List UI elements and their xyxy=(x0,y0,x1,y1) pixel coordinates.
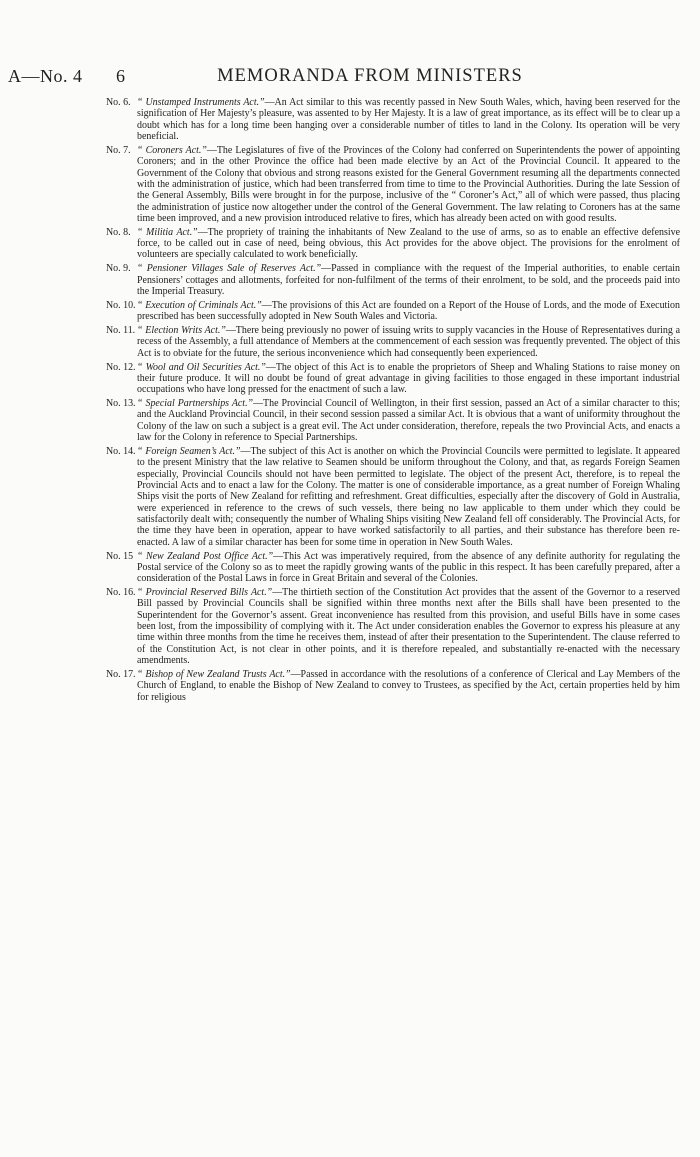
act-item-12 xyxy=(106,362,680,396)
document-reference: A—No. 4 xyxy=(8,66,83,86)
item-number: No. 7. xyxy=(106,144,131,156)
act-name: “ Execution of Criminals Act.” xyxy=(137,299,262,311)
act-name: “ Provincial Reserved Bills Act.” xyxy=(137,587,273,599)
act-name: “ Foreign Seamen’s Act.” xyxy=(137,445,241,457)
item-text: —Passed in accordance with the resolutions of a conference of Clerical and Lay Members of the Church of England, to enable the Bishop of New Zealand to convey to Trustees, as specified by the Act, certain properties held by him for religious xyxy=(137,669,680,703)
page-header xyxy=(8,66,692,90)
item-text: —The propriety of training the inhabitants of New Zealand to the use of arms, so as to enable an effective defensive force, to be called out in case of need, being obvious, this Act provides for the above object. The provisions for the enrolment of volunteers are specially calculated to work beneficially. xyxy=(137,226,680,261)
act-name: “ New Zealand Post Office Act.” xyxy=(137,550,274,562)
act-item-13 xyxy=(106,398,680,443)
item-text: —The Legislatures of five of the Provinces of the Colony had conferred on Superintendents the power of appointing Coroners; and in the other Province the office had been made elective by an Act of the Provincial Council. It appeared to the Government of the Colony that obvious and strong reasons existed for the General Government resuming all the departments connected with the administration of justice, which had been transferred from time to time to the Provincial Authorities. During the late Session of the General Assembly, Bills were brought in for the purpose, inclusive of the “ Coroner’s Act,” all of which were passed, thus placing the administration of justice now altogether under the control of the General Government. The law relating to Coroners has at the same time been improved, and a new provision introduced relative to fires, which has already been acted on with good results. xyxy=(137,144,681,224)
item-text: —An Act similar to this was recently passed in New South Wales, which, having been reserved for the signification of Her Majesty’s pleasure, was assented to by Her Majesty. It is a law of great importance, as its effect will be to clear up a doubt which has for a long time been hanging over a considerable number of titles to land in the Colony. Its operation will be very beneficial. xyxy=(137,97,680,143)
item-number: No. 14. xyxy=(106,445,136,457)
item-text: —The subject of this Act is another on which the Provincial Councils were permitted to legislate. It appeared to the present Ministry that the law relative to Seamen should be uniform throughout the Colony, and that, as regards Foreign Seamen especially, Provincial Councils should not have been permitted to legislate. The object of the present Act, therefore, is to repeal the Provincial Acts and to enact a law for the Colony. The matter is one of considerable importance, as a great number of Foreign Whaling Ships visit the ports of New Zealand for refitting and refreshment. Great difficulties, especially after the discovery of Gold in Australia, were experienced in reference to the crews of such vessels, there being no law applicable to them under which they could be satisfactorily dealt with; consequently the number of Whaling Ships visiting New Zealand fell off considerably. The Provincial Acts, for the time they have been in operation, appear to have worked satisfactorily to all parties, and their substance has therefore been re-enacted. A law of a similar character has been for some time in operation in New South Wales. xyxy=(137,445,680,548)
act-name: “ Bishop of New Zealand Trusts Act.” xyxy=(137,669,291,680)
act-item-10 xyxy=(106,300,680,323)
act-name: “ Unstamped Instruments Act.” xyxy=(137,97,265,108)
act-item-16 xyxy=(106,587,680,666)
item-text: —The provisions of this Act are founded on a Report of the House of Lords, and the mode of Execution prescribed has been successfully adopted in New South Wales and Victoria. xyxy=(137,299,680,323)
act-item-8 xyxy=(106,227,680,261)
act-item-14 xyxy=(106,446,680,548)
memoranda-body xyxy=(106,97,680,706)
item-number: No. 9. xyxy=(106,263,131,275)
item-text: —This Act was imperatively required, from the absence of any definite authority for regulating the Postal service of the Colony so as to meet the rapidly growing wants of the public in this respect. It has been carefully prepared, after a consideration of the Postal Laws in force in Great Britain and several of the Colonies. xyxy=(137,550,680,585)
act-name: “ Wool and Oil Securities Act.” xyxy=(137,361,266,373)
page-title: MEMORANDA FROM MINISTERS xyxy=(217,66,523,86)
item-text: —The object of this Act is to enable the proprietors of Sheep and Whaling Stations to raise money on their future produce. It will no doubt be found of great advantage in giving facilities to those engaged in these important industrial occupations who have long pressed for the enactment of such a law. xyxy=(137,361,680,396)
act-name: “ Election Writs Act.” xyxy=(137,325,226,337)
item-number: No. 15 xyxy=(106,550,134,562)
act-item-9 xyxy=(106,263,680,297)
item-number: No. 11. xyxy=(106,325,136,337)
act-name: “ Special Partnerships Act.” xyxy=(137,398,254,410)
act-name: “ Militia Act.” xyxy=(137,226,198,238)
item-text: —There being previously no power of issuing writs to supply vacancies in the House of Representatives during a recess of the Assembly, a full attendance of Members at the commencement of each session was frequently prevented. The object of this Act is to obviate for the future, the serious inconvenience which had consequently been experienced. xyxy=(137,325,680,359)
item-number: No. 8. xyxy=(106,226,131,238)
act-item-11 xyxy=(106,325,680,359)
item-number: No. 10. xyxy=(106,299,136,311)
item-number: No. 13. xyxy=(106,398,136,410)
act-item-7 xyxy=(106,145,680,224)
act-item-6 xyxy=(106,97,680,142)
page-number: 6 xyxy=(116,66,125,86)
item-number: No. 17. xyxy=(106,669,136,680)
act-item-17 xyxy=(106,669,680,703)
act-name: “ Pensioner Villages Sale of Reserves Act.” xyxy=(137,263,322,275)
item-number: No. 16. xyxy=(106,587,136,599)
item-text: —The thirtieth section of the Constitution Act provides that the assent of the Governor to a reserved Bill passed by Provincial Councils shall be signified within three months next after the Bills shall have been presented to the Superintendent for the Governor’s assent. Great inconvenience has resulted from this provision, and useful Bills have in some cases been lost, from the impossibility of complying with it. The Act under consideration enables the Governor to express his pleasure at any time within three months from the time he receives them, instead of after their presentation to the Superintendent. The clause referred to of the Constitution Act, is not clear in other points, and it is therefore repealed, and substantially re-enacted with the necessary amendments. xyxy=(137,587,680,667)
act-item-15 xyxy=(106,551,680,585)
act-name: “ Coroners Act.” xyxy=(137,144,207,156)
item-text: —Passed in compliance with the request of the Imperial authorities, to enable certain Pensioners’ cottages and allotments, forfeited for non-fulfilment of the terms of their enrolment, to be sold, and the proceeds paid into the Imperial Treasury. xyxy=(137,263,680,297)
item-text: —The Provincial Council of Wellington, in their first session, passed an Act of a similar character to this; and the Auckland Provincial Council, in their second session passed a similar Act. It is obvious that a want of uniformity throughout the Colony of the law on such a subject is a great evil. The Act under consideration, therefore, repeals the two Provincial Acts, and enacts a law for the Colony in reference to Special Partnerships. xyxy=(137,398,680,444)
item-number: No. 6. xyxy=(106,97,131,108)
item-number: No. 12. xyxy=(106,361,136,373)
